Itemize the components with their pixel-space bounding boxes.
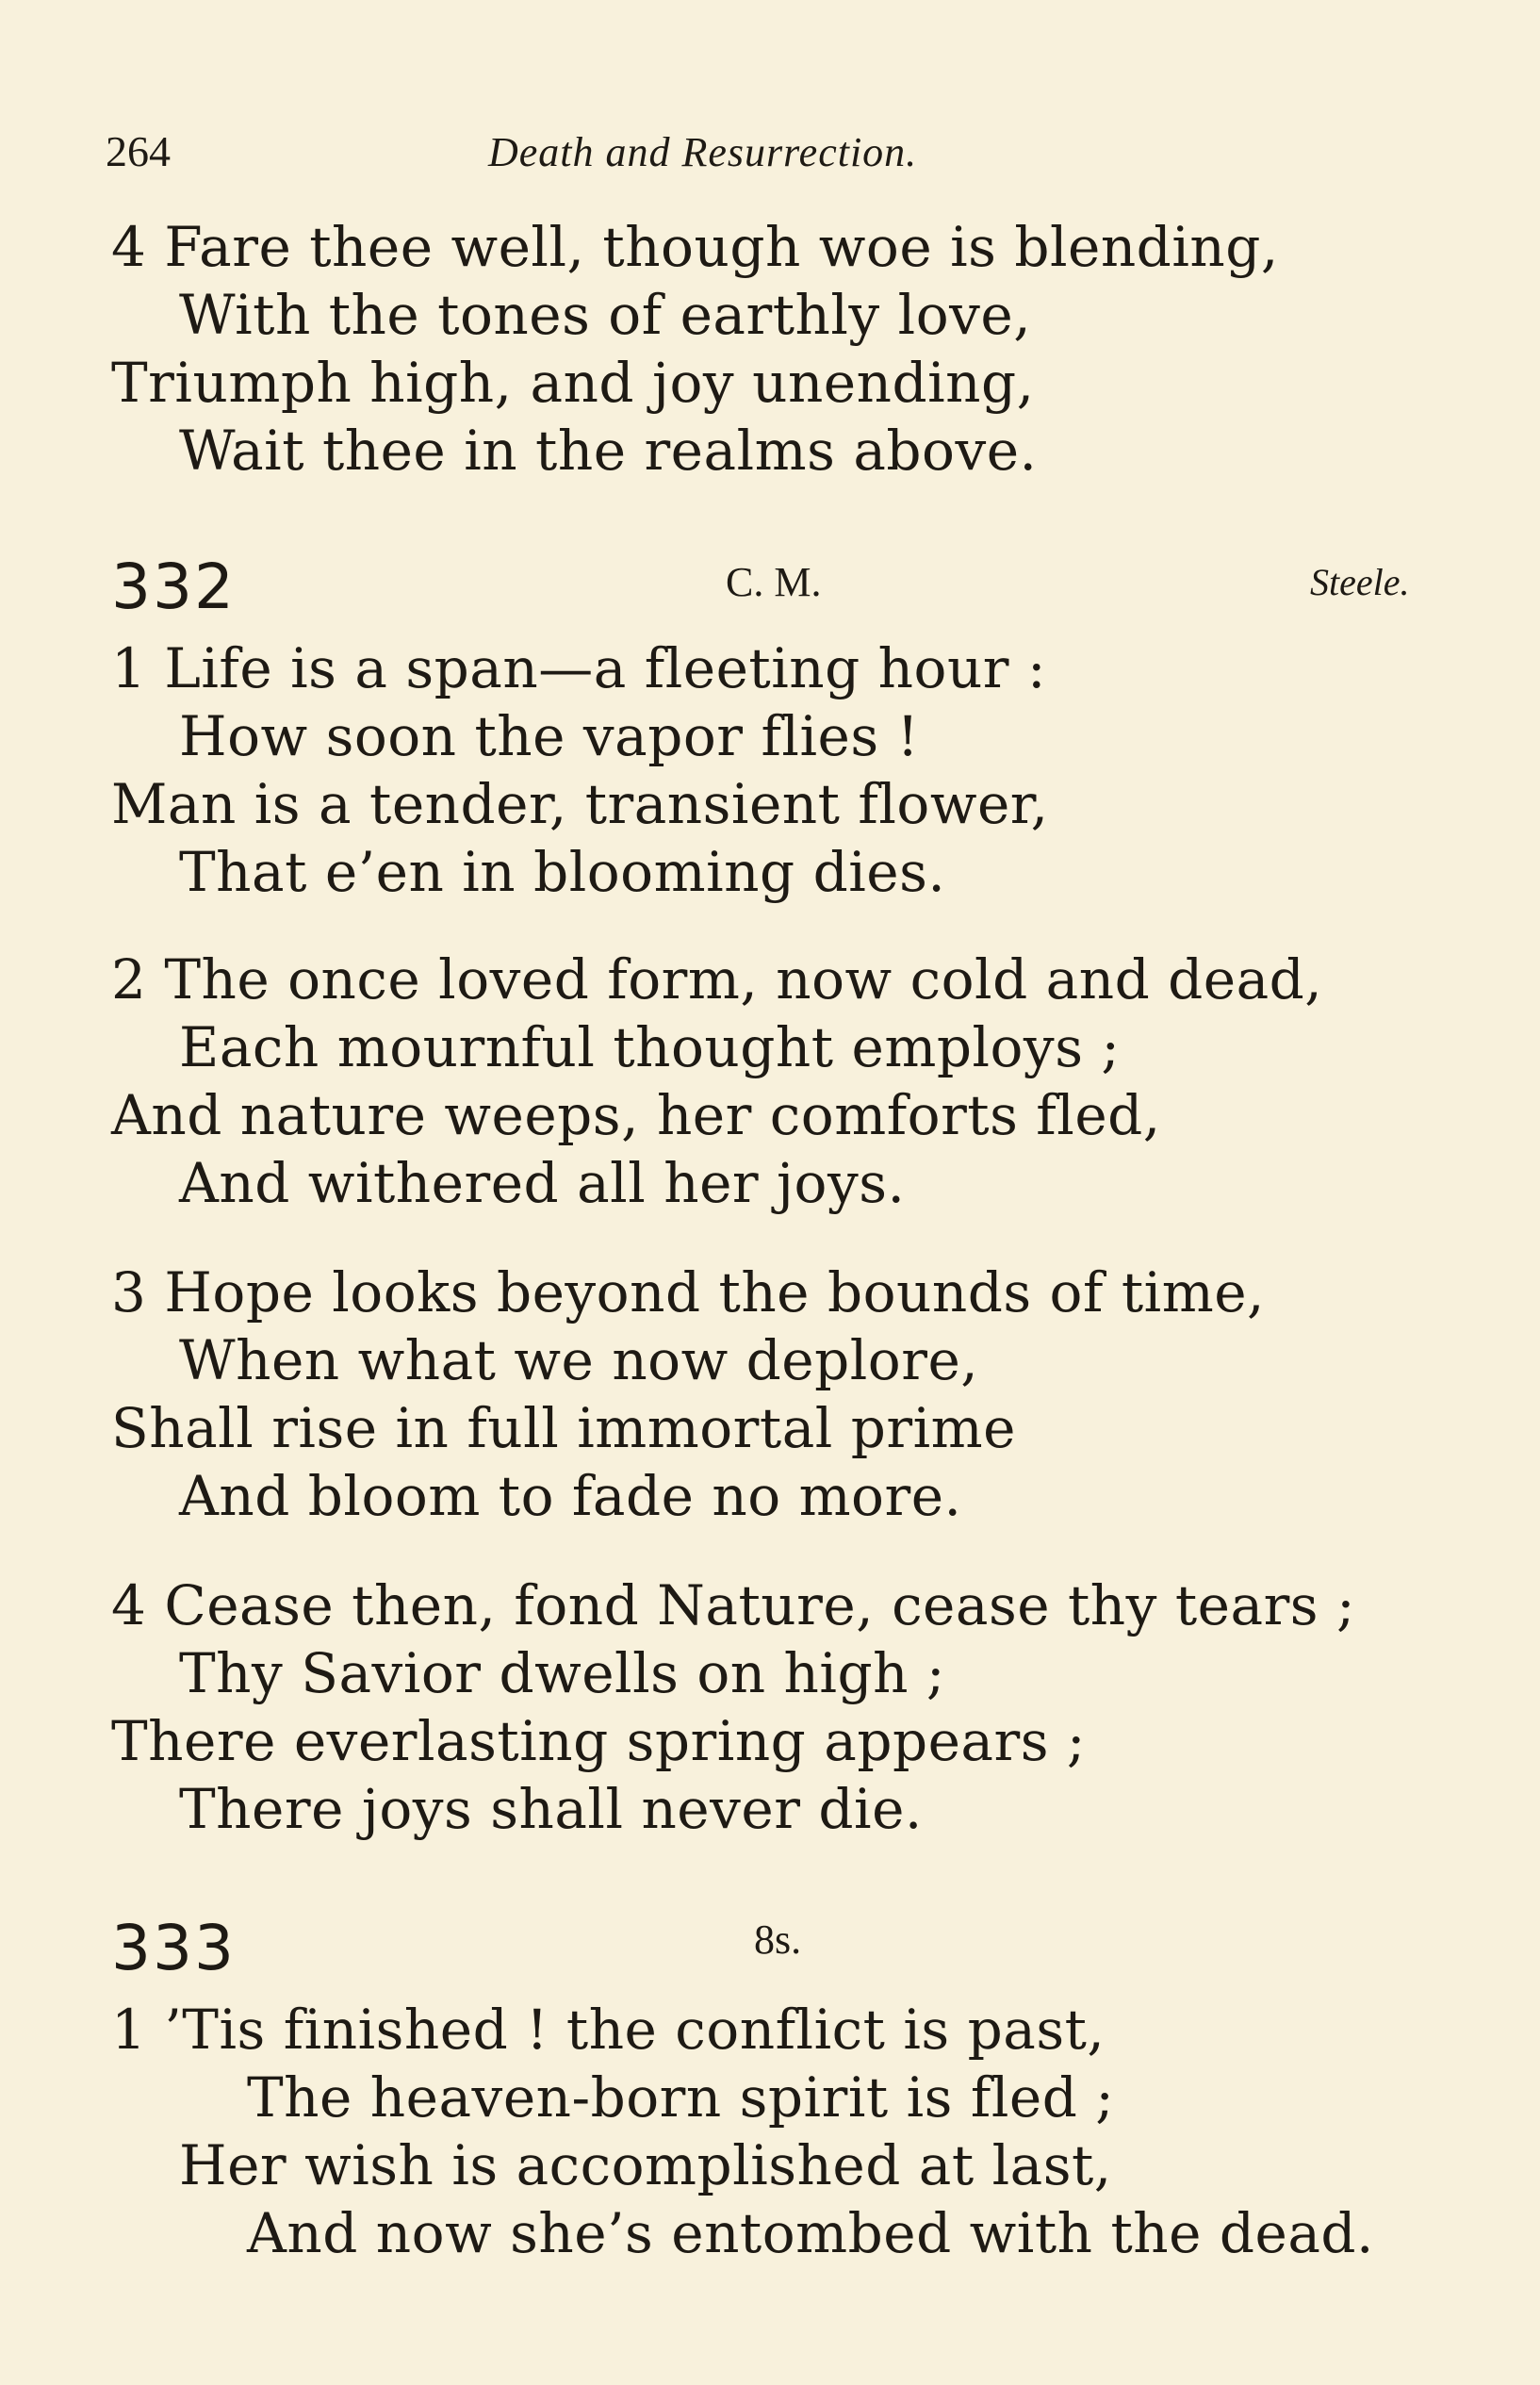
stanza-line: 1 ’Tis finished ! the conflict is past, — [111, 1998, 1106, 2062]
stanza-line: And nature weeps, her comforts fled, — [111, 1083, 1161, 1147]
stanza-line: There everlasting spring appears ; — [111, 1709, 1086, 1773]
hymn-author: Steele. — [1310, 561, 1410, 603]
stanza-line: The heaven-born spirit is fled ; — [247, 2065, 1115, 2130]
stanza-line: 1 Life is a span—a fleeting hour : — [111, 636, 1047, 700]
stanza-line: Shall rise in full immortal prime — [111, 1396, 1016, 1460]
stanza-line: And now she’s entombed with the dead. — [247, 2201, 1374, 2265]
stanza-line: Man is a tender, transient flower, — [111, 772, 1049, 836]
stanza-line: And bloom to fade no more. — [179, 1464, 962, 1528]
hymn-number: 332 — [111, 551, 236, 623]
stanza-line: Thy Savior dwells on high ; — [179, 1641, 945, 1705]
page-number: 264 — [106, 127, 171, 175]
stanza-line: Triumph high, and joy unending, — [111, 351, 1035, 415]
stanza-line: 4 Cease then, fond Nature, cease thy tears ; — [111, 1573, 1356, 1637]
hymn-meter: C. M. — [726, 559, 822, 605]
stanza-line: Her wish is accomplished at last, — [179, 2133, 1112, 2197]
hymn-number: 333 — [111, 1912, 236, 1984]
stanza-line: 4 Fare thee well, though woe is blending, — [111, 215, 1279, 279]
stanza-line: There joys shall never die. — [179, 1777, 923, 1841]
stanza-line: And withered all her joys. — [179, 1151, 906, 1215]
stanza-line: 3 Hope looks beyond the bounds of time, — [111, 1260, 1265, 1324]
running-title: Death and Resurrection. — [488, 129, 918, 175]
stanza-line: With the tones of earthly love, — [179, 283, 1032, 347]
stanza-line: How soon the vapor flies ! — [179, 704, 920, 768]
stanza-line: Each mournful thought employs ; — [179, 1015, 1121, 1079]
stanza-line: 2 The once loved form, now cold and dead, — [111, 947, 1323, 1012]
stanza-line: Wait thee in the realms above. — [179, 419, 1038, 483]
stanza-line: When what we now deplore, — [179, 1328, 979, 1392]
hymn-meter: 8s. — [754, 1916, 802, 1963]
stanza-line: That e’en in blooming dies. — [179, 840, 946, 904]
